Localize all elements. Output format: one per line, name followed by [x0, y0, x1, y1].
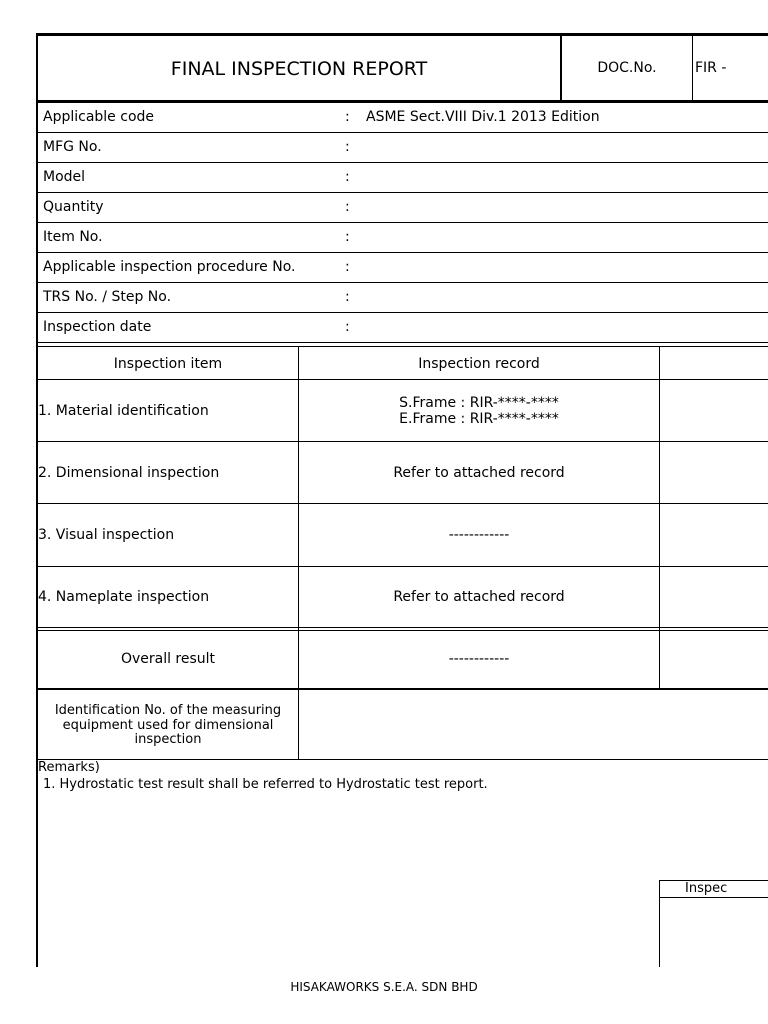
- report-title: FINAL INSPECTION REPORT: [170, 58, 428, 80]
- table-record-dimensional: Refer to attached record: [393, 465, 565, 481]
- remarks-heading: Remarks): [38, 760, 100, 775]
- overall-result-label: Overall result: [120, 651, 216, 667]
- doc-no-divider: [692, 33, 693, 102]
- remarks-line-1: 1. Hydrostatic test result shall be referred to Hydrostatic test report.: [43, 777, 488, 792]
- overall-bottom-border: [36, 688, 768, 690]
- equipment-label-line2: equipment used for dimensional: [62, 718, 274, 733]
- equipment-label-line1: Identification No. of the measuring: [54, 703, 282, 718]
- field-label-model: Model: [43, 169, 86, 185]
- inspector-box-left: [659, 880, 660, 967]
- doc-no-label: DOC.No.: [597, 60, 657, 76]
- frame-top-border: [36, 33, 768, 36]
- table-item-material-identification: 1. Material identification: [38, 403, 209, 419]
- table-row-divider: [36, 566, 768, 567]
- field-colon: :: [345, 229, 350, 245]
- table-row-divider: [36, 503, 768, 504]
- row-divider: [36, 192, 768, 193]
- equipment-label-line3: inspection: [134, 732, 202, 747]
- table-row-divider: [36, 441, 768, 442]
- field-label-item-no: Item No.: [43, 229, 103, 245]
- equipment-bottom-border: [36, 759, 768, 760]
- table-column-divider-right: [659, 346, 660, 689]
- table-record-line: E.Frame : RIR-****-****: [399, 411, 559, 427]
- table-item-visual-inspection: 3. Visual inspection: [38, 527, 175, 543]
- table-record-visual: ------------: [448, 527, 510, 543]
- field-label-quantity: Quantity: [43, 199, 104, 215]
- overall-double-line-bottom: [36, 630, 768, 631]
- row-divider: [36, 312, 768, 313]
- section-double-line-top: [36, 342, 768, 343]
- table-row-divider: [36, 379, 768, 380]
- field-colon: :: [345, 199, 350, 215]
- table-header-item: Inspection item: [113, 356, 223, 372]
- row-divider: [36, 162, 768, 163]
- field-colon: :: [345, 139, 350, 155]
- row-divider: [36, 222, 768, 223]
- frame-left-border: [36, 33, 38, 967]
- header-bottom-border: [36, 100, 768, 103]
- field-label-procedure-no: Applicable inspection procedure No.: [43, 259, 296, 275]
- overall-result-record: ------------: [448, 651, 510, 667]
- field-label-mfg-no: MFG No.: [43, 139, 102, 155]
- field-label-trs-step-no: TRS No. / Step No.: [43, 289, 172, 305]
- table-item-nameplate-inspection: 4. Nameplate inspection: [38, 589, 210, 605]
- table-item-dimensional-inspection: 2. Dimensional inspection: [38, 465, 220, 481]
- field-colon: :: [345, 289, 350, 305]
- doc-no-value: FIR -: [695, 60, 727, 76]
- field-label-inspection-date: Inspection date: [43, 319, 152, 335]
- row-divider: [36, 252, 768, 253]
- field-colon: :: [345, 169, 350, 185]
- table-record-nameplate: Refer to attached record: [393, 589, 565, 605]
- table-record-line: S.Frame : RIR-****-****: [399, 395, 559, 411]
- inspector-box-label: Inspec: [685, 881, 728, 896]
- company-footer: HISAKAWORKS S.E.A. SDN BHD: [290, 980, 478, 994]
- field-colon: :: [345, 319, 350, 335]
- overall-double-line-top: [36, 627, 768, 628]
- field-colon: :: [345, 109, 350, 125]
- field-label-applicable-code: Applicable code: [43, 109, 155, 125]
- row-divider: [36, 282, 768, 283]
- row-divider: [36, 132, 768, 133]
- field-colon: :: [345, 259, 350, 275]
- table-header-record: Inspection record: [418, 356, 540, 372]
- inspector-box-header-bottom: [659, 897, 768, 898]
- field-value-applicable-code: ASME Sect.VIII Div.1 2013 Edition: [366, 109, 600, 125]
